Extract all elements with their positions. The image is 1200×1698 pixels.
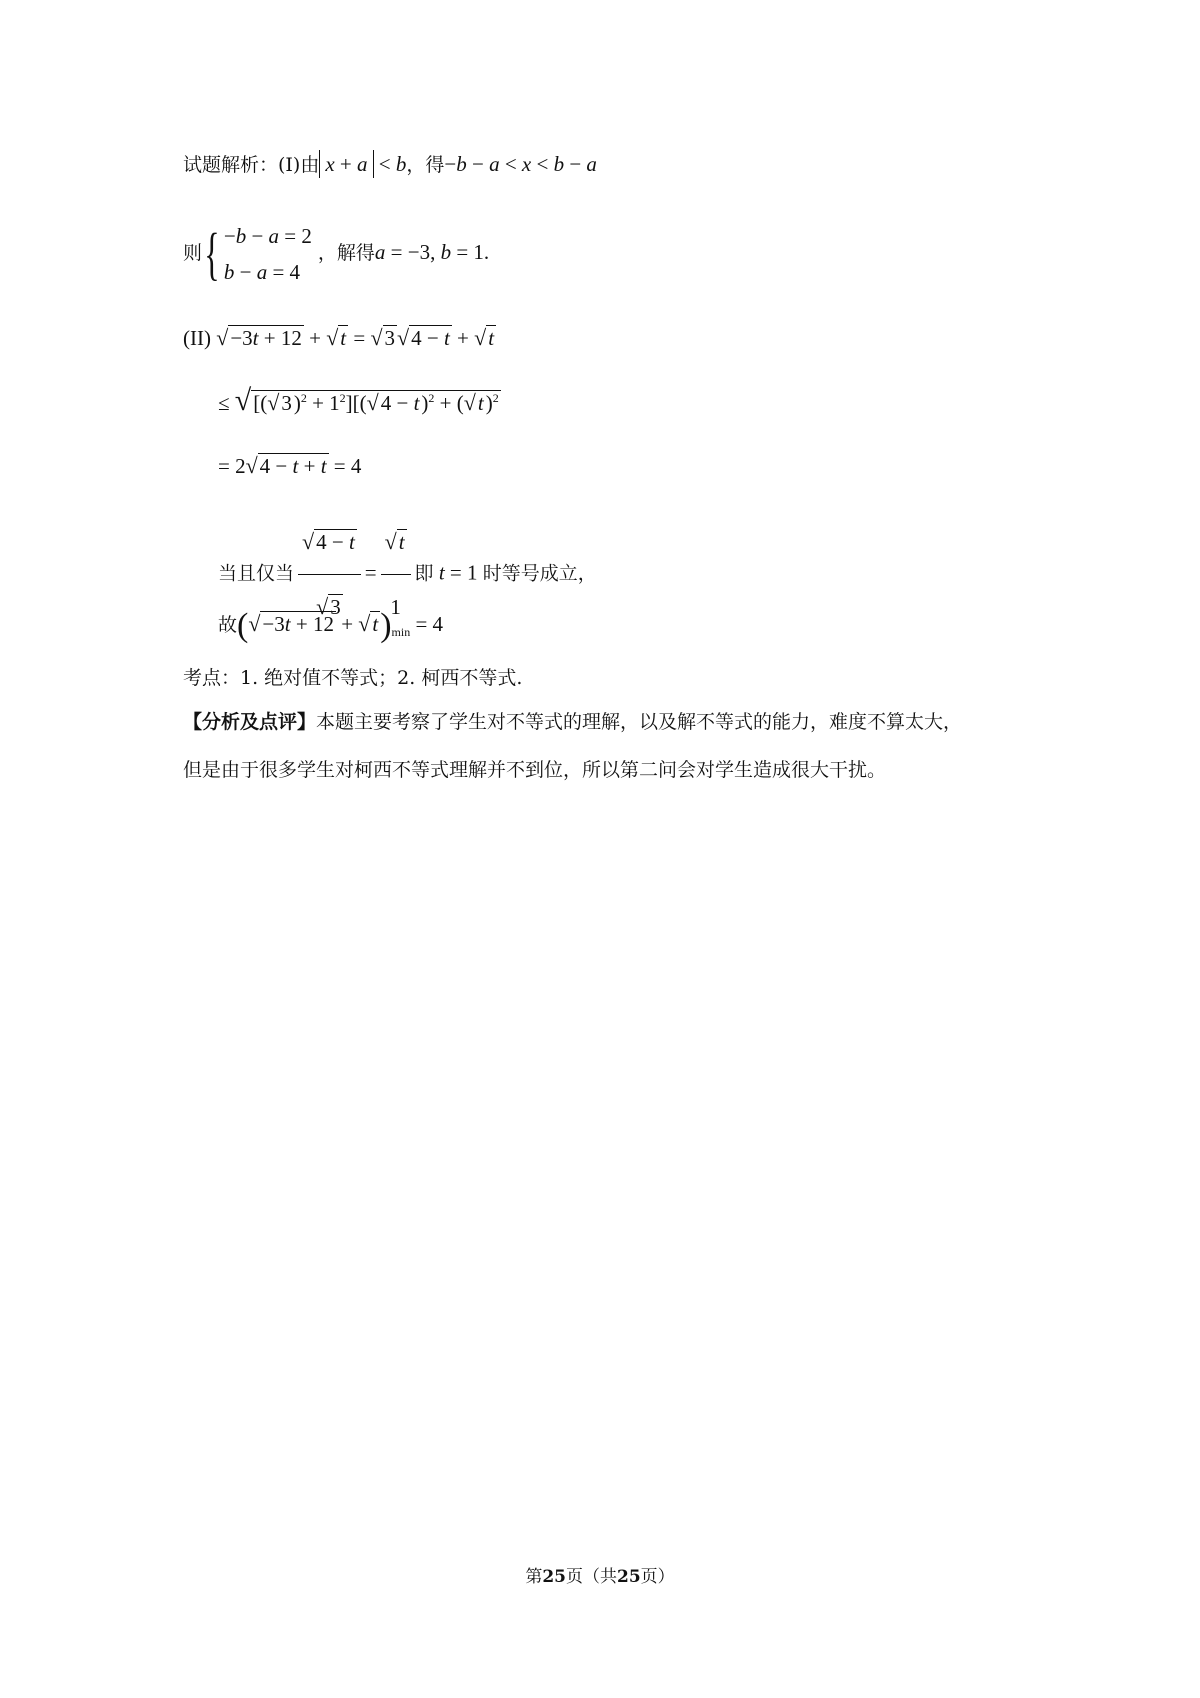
minimum-expression: $(√-3t + 12 + √t)_{min} = 4$ [237, 607, 444, 645]
solve-text: ，解得 [317, 242, 375, 264]
footer-total-pages: 25 [617, 1567, 641, 1587]
cauchy-step: ≤ $√[(√3)^2 + 1^2][(√4 - t)^2 + (√t)^2$ [218, 384, 499, 417]
solution-line-1 [183, 150, 597, 179]
comment-line-2: 但是由于很多学生对柯西不等式理解并不到位，所以第二问会对学生造成很大干扰。 [183, 759, 887, 781]
inequality-range: −b − a < x < b − a [444, 152, 597, 176]
comment-label: 【分析及点评】 [183, 711, 317, 733]
page-footer [0, 1562, 1200, 1587]
footer-page-number: 25 [542, 1567, 566, 1587]
footer-prefix: 第 [525, 1567, 543, 1587]
solution-intro: 试题解析：(I)由 [183, 154, 320, 176]
ji-text: 即 [414, 562, 434, 585]
ze-text: 则 [183, 242, 203, 264]
key-points: 考点：1. 绝对值不等式；2. 柯西不等式. [183, 667, 523, 689]
comment-line-1 [183, 708, 962, 736]
comment-text-1: 本题主要考察了学生对不等式的理解，以及解不等式的能力，难度不算太大， [316, 711, 963, 733]
equation-system: −b − a = 2 b − a = 4 [223, 224, 312, 284]
fraction-left: $\frac{√4 - t}{√3}$ [298, 512, 361, 637]
footer-mid: 页（共 [566, 1567, 617, 1587]
system-brace: { [204, 221, 220, 286]
equality-holds-text: 时等号成立， [482, 562, 597, 585]
gu-text: 故 [218, 614, 238, 636]
iff-text: 当且仅当 [218, 562, 295, 585]
solution-values: a = −3, b = 1. [374, 240, 490, 264]
equality-condition: 当且仅当 $\frac{√4 - t}{√3}$ = $\frac{√t}{1}$ 即 t = 1 时等号成立， [218, 512, 597, 637]
abs-inequality: x + a < b [319, 152, 406, 176]
solution-line-2 [183, 216, 489, 290]
minimum-result [218, 604, 443, 652]
fraction-right: $\frac{√t}{1}$ [381, 512, 411, 637]
then-text: ，得 [406, 154, 445, 176]
solution-line-3: (II) √−3t + 12 + √t = √3√4 − t + √t [183, 325, 495, 350]
equals-step: = 2√4 − t + t = 4 [218, 453, 362, 478]
footer-suffix: 页） [640, 1567, 675, 1587]
